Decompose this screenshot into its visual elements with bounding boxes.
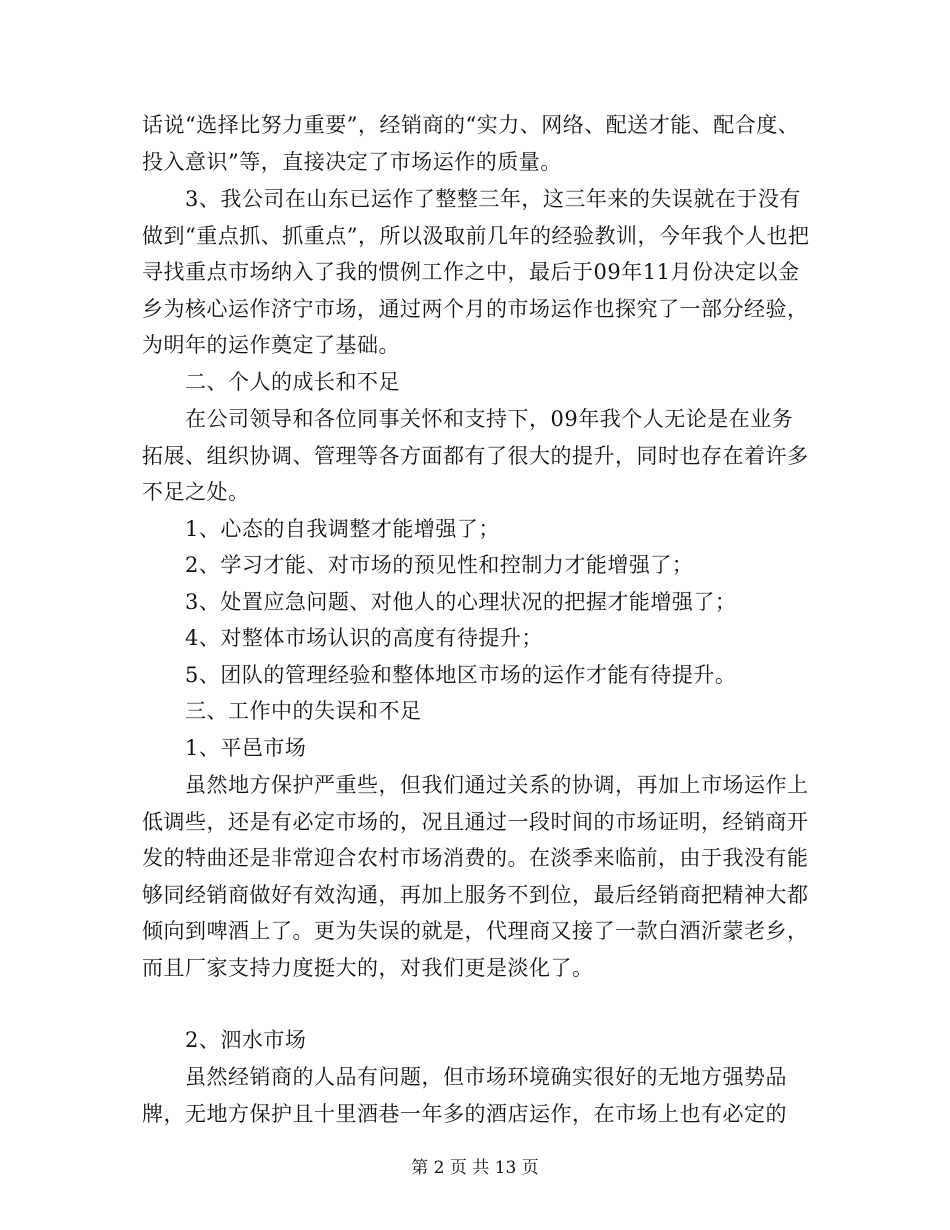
subheading-pingyi: 1、平邑市场 (142, 736, 307, 760)
section-heading-2: 二、个人的成长和不足 (142, 370, 400, 394)
list-item-1: 1、心态的自我调整才能增强了； (142, 517, 500, 541)
paragraph-pingyi: 虽然地方保护严重些，但我们通过关系的协调，再加上市场运作上低调些，还是有必定市场的，况且通过一段时间的市场证明，经销商开发的特曲还是非常迎合农村市场消费的。在淡季来临前，由于我没有能够同经销商做好有效沟通，再加上服务不到位，最后经销商把精神大都倾向到啤酒上了。更为失误的就是，代理商又接了一款白酒沂蒙老乡，而且厂家支持力度挺大的，对我们更是淡化了。 (142, 773, 809, 980)
subheading-sishui: 2、泗水市场 (142, 1028, 307, 1052)
paragraph-sishui: 虽然经销商的人品有问题，但市场环境确实很好的无地方强势品牌，无地方保护且十里酒巷一年多的酒店运作，在市场上也有必定的 (142, 1065, 787, 1126)
paragraph-3: 在公司领导和各位同事关怀和支持下，09年我个人无论是在业务拓展、组织协调、管理等各方面都有了很大的提升，同时也存在着许多不足之处。 (142, 407, 809, 504)
paragraph-2: 3、我公司在山东已运作了整整三年，这三年来的失误就在于没有做到“重点抓、抓重点”，所以汲取前几年的经验教训，今年我个人也把寻找重点市场纳入了我的惯例工作之中，最后于09年11月份决定以金乡为核心运作济宁市场，通过两个月的市场运作也探究了一部分经验，为明年的运作奠定了基础。 (142, 187, 810, 357)
list-item-2: 2、学习才能、对市场的预见性和控制力才能增强了； (142, 553, 694, 577)
list-item-4: 4、对整体市场认识的高度有待提升； (142, 626, 543, 650)
paragraph-1: 话说“选择比努力重要”，经销商的“实力、网络、配送才能、配合度、投入意识”等，直接决定了市场运作的质量。 (142, 113, 800, 174)
list-item-5: 5、团队的管理经验和整体地区市场的运作才能有待提升。 (142, 663, 737, 687)
list-item-3: 3、处置应急问题、对他人的心理状况的把握才能增强了； (142, 590, 737, 614)
page-number-footer: 第 2 页 共 13 页 (411, 1158, 539, 1178)
section-heading-3: 三、工作中的失误和不足 (142, 699, 422, 723)
